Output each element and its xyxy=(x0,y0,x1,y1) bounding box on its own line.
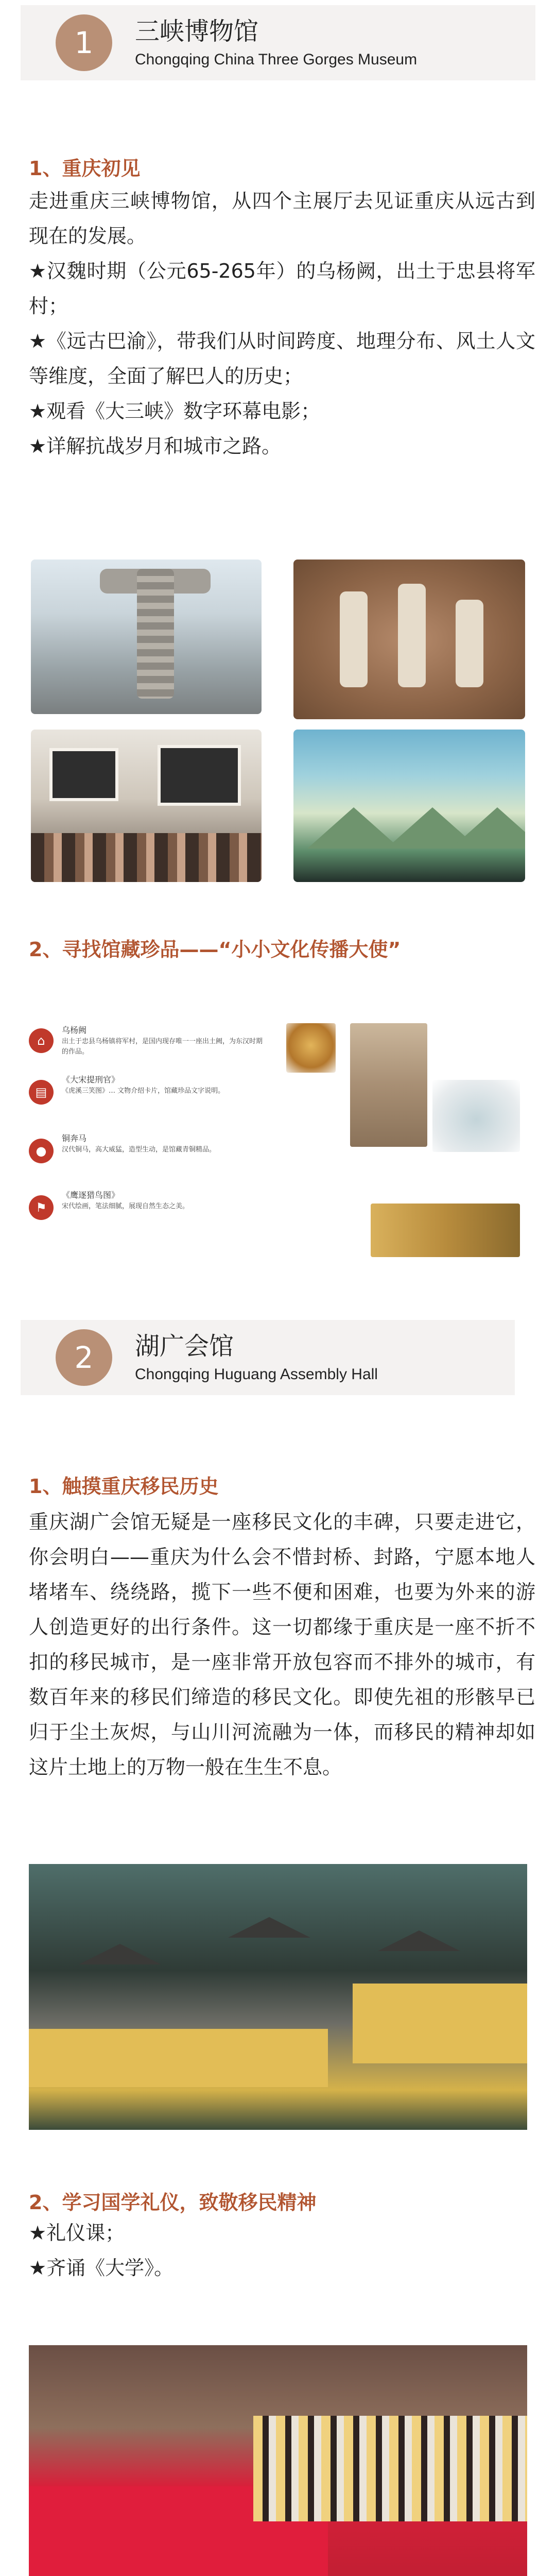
section-title: 湖广会馆 xyxy=(135,1332,234,1361)
photo-huguang-rooftops xyxy=(29,1864,527,2130)
paragraph: ★《远古巴渝》，带我们从时间跨度、地理分布、风土人文等维度，全面了解巴人的历史； xyxy=(29,330,535,387)
photo-museum-visitors xyxy=(31,730,262,882)
thumb-bronze-horse xyxy=(432,1080,520,1152)
paragraph: ★详解抗战岁月和城市之路。 xyxy=(29,435,282,457)
info-item-title: 《鹰逐猎鸟图》 xyxy=(62,1190,120,1200)
info-item xyxy=(62,1025,268,1057)
info-item-text: 出土于忠县乌杨镇将军村，是国内现存唯一一座出土阙，为东汉时期的作品。 xyxy=(62,1038,263,1056)
section-number-badge: 1 xyxy=(56,14,112,71)
section2-header xyxy=(21,1320,515,1395)
info-row xyxy=(29,1195,54,1220)
book-icon: ▤ xyxy=(29,1080,54,1105)
section-number-badge: 2 xyxy=(56,1329,112,1386)
museum-icon: ⌂ xyxy=(29,1028,54,1053)
section1-header xyxy=(21,5,535,80)
section-title: 三峡博物馆 xyxy=(135,17,259,46)
info-item-title: 乌杨阙 xyxy=(62,1025,87,1035)
paragraph: ★观看《大三峡》数字环幕电影； xyxy=(29,400,321,422)
info-item-text: 汉代铜马，高大威猛，造型生动，是馆藏青铜精品。 xyxy=(62,1146,216,1154)
thumb-bronze-figure xyxy=(286,1023,336,1073)
info-item xyxy=(62,1190,268,1212)
info-item xyxy=(62,1133,268,1155)
subsection-title: 1、重庆初见 xyxy=(29,157,141,180)
section2-list xyxy=(29,2215,535,2285)
info-item-title: 铜奔马 xyxy=(62,1133,87,1143)
info-item-text: 《虎溪三笑图》… 文物介绍卡片，馆藏珍品文字说明。 xyxy=(62,1087,225,1095)
thumb-painting-scroll xyxy=(350,1023,427,1147)
subsection-title: 1、触摸重庆移民历史 xyxy=(29,1475,219,1498)
thumb-bird-painting xyxy=(371,1204,520,1257)
photo-panorama-screen xyxy=(293,730,525,882)
info-item-text: 宋代绘画，笔法细腻，展现自然生态之美。 xyxy=(62,1202,189,1210)
paragraph: ★汉魏时期（公元65-265年）的乌杨阙，出土于忠县将军村； xyxy=(29,260,535,317)
info-item xyxy=(62,1075,268,1096)
photo-skeletons xyxy=(293,560,525,719)
info-item-title: 《大宋提刑官》 xyxy=(62,1075,120,1084)
location-icon: ● xyxy=(29,1139,54,1163)
paragraph: 重庆湖广会馆无疑是一座移民文化的丰碑，只要走进它，你会明白——重庆为什么会不惜封桥、封路，宁愿本地人堵堵车、绕绕路，揽下一些不便和困难，也要为外来的游人创造更好的出行条件。这一切都缘于重庆是一座不折不扣的移民城市，是一座非常开放包容而不排外的城市，有数百年来的移民们缔造的移民文化。即使先祖的形骸早已归于尘土灰烬，与山川河流融为一体，而移民的精神却如这片土地上的万物一般在生生不息。 xyxy=(29,1511,535,1778)
info-row xyxy=(29,1028,54,1053)
flag-icon: ⚑ xyxy=(29,1195,54,1220)
section-header-text xyxy=(135,1332,378,1383)
section2-body xyxy=(29,1504,535,1785)
subsection-title: 2、寻找馆藏珍品——“小小文化传播大使” xyxy=(29,938,401,961)
photo-stone-pillar xyxy=(31,560,262,714)
list-item: ★礼仪课； xyxy=(29,2222,125,2244)
photo-ceremony xyxy=(29,2345,527,2576)
subsection-title: 2、学习国学礼仪，致敬移民精神 xyxy=(29,2191,317,2214)
section-subtitle: Chongqing China Three Gorges Museum xyxy=(135,50,418,68)
list-item: ★齐诵《大学》。 xyxy=(29,2257,174,2279)
section1-body xyxy=(29,183,535,464)
info-row xyxy=(29,1139,54,1163)
paragraph: 走进重庆三峡博物馆，从四个主展厅去见证重庆从远古到现在的发展。 xyxy=(29,190,535,247)
info-row xyxy=(29,1080,54,1105)
section-subtitle: Chongqing Huguang Assembly Hall xyxy=(135,1365,378,1383)
section-header-text xyxy=(135,17,417,69)
